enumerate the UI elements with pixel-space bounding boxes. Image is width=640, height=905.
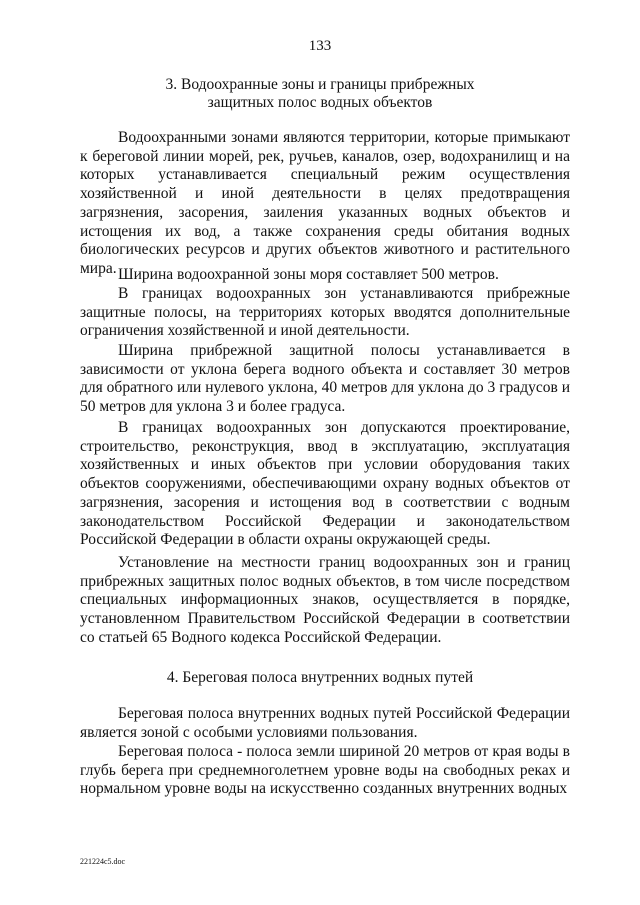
paragraph-shore-strip-special-zone: Береговая полоса внутренних водных путей Российской Федерации является зоной с особыми условиями пользования.	[80, 705, 570, 741]
paragraph-coastal-protective-strips: В границах водоохранных зон устанавливаются прибрежные защитные полосы, на территориях которых вводятся дополнительные ограничения хозяйственной и иной деятельности.	[80, 285, 570, 340]
page-number: 133	[308, 38, 332, 54]
section-3-title	[0, 76, 640, 112]
section-3-title-line-1: 3. Водоохранные зоны и границы прибрежных	[165, 76, 475, 93]
footer-filename: 221224c5.doc	[80, 857, 126, 866]
paragraph-shore-strip-definition: Береговая полоса - полоса земли шириной 20 метров от края воды в глубь берега при среднемноголетнем уровне воды на свободных реках и нормальном уровне воды на искусственно созданных внутренних водных	[80, 743, 570, 798]
section-4-title: 4. Береговая полоса внутренних водных путей	[166, 669, 474, 686]
paragraph-strip-width: Ширина прибрежной защитной полосы устанавливается в зависимости от уклона берега водного объекта и составляет 30 метров для обратного или нулевого уклона, 40 метров для уклона до 3 градусов и 50 метров для уклона 3 и более градуса.	[80, 342, 570, 416]
paragraph-sea-zone-width: Ширина водоохранной зоны моря составляет 500 метров.	[118, 266, 499, 283]
paragraph-water-protection-zones-definition: Водоохранными зонами являются территории, которые примыкают к береговой линии морей, рек, ручьев, каналов, озер, водохранилищ и на которых устанавливается специальный режим осуществления хозяйственной и иной деятельности в целях предотвращения загрязнения, засорения, заиления указанных водных объектов и истощения их вод, а также сохранения среды обитания водных биологических ресурсов и других объектов животного и растительного мира.	[80, 129, 570, 277]
paragraph-boundary-establishment: Установление на местности границ водоохранных зон и границ прибрежных защитных полос водных объектов, в том числе посредством специальных информационных знаков, осуществляется в порядке, установленном Правительством Российской Федерации в соответствии со статьей 65 Водного кодекса Российской Федерации.	[80, 554, 570, 646]
paragraph-permitted-construction: В границах водоохранных зон допускаются проектирование, строительство, реконструкция, ввод в эксплуатацию, эксплуатация хозяйственных и иных объектов при условии оборудования таких объектов сооружениями, обеспечивающими охрану водных объектов от загрязнения, засорения и истощения вод в соответствии с водным законодательством Российской Федерации и законодательством Российской Федерации в области охраны окружающей среды.	[80, 419, 570, 549]
section-3-title-line-2: защитных полос водных объектов	[207, 94, 433, 111]
